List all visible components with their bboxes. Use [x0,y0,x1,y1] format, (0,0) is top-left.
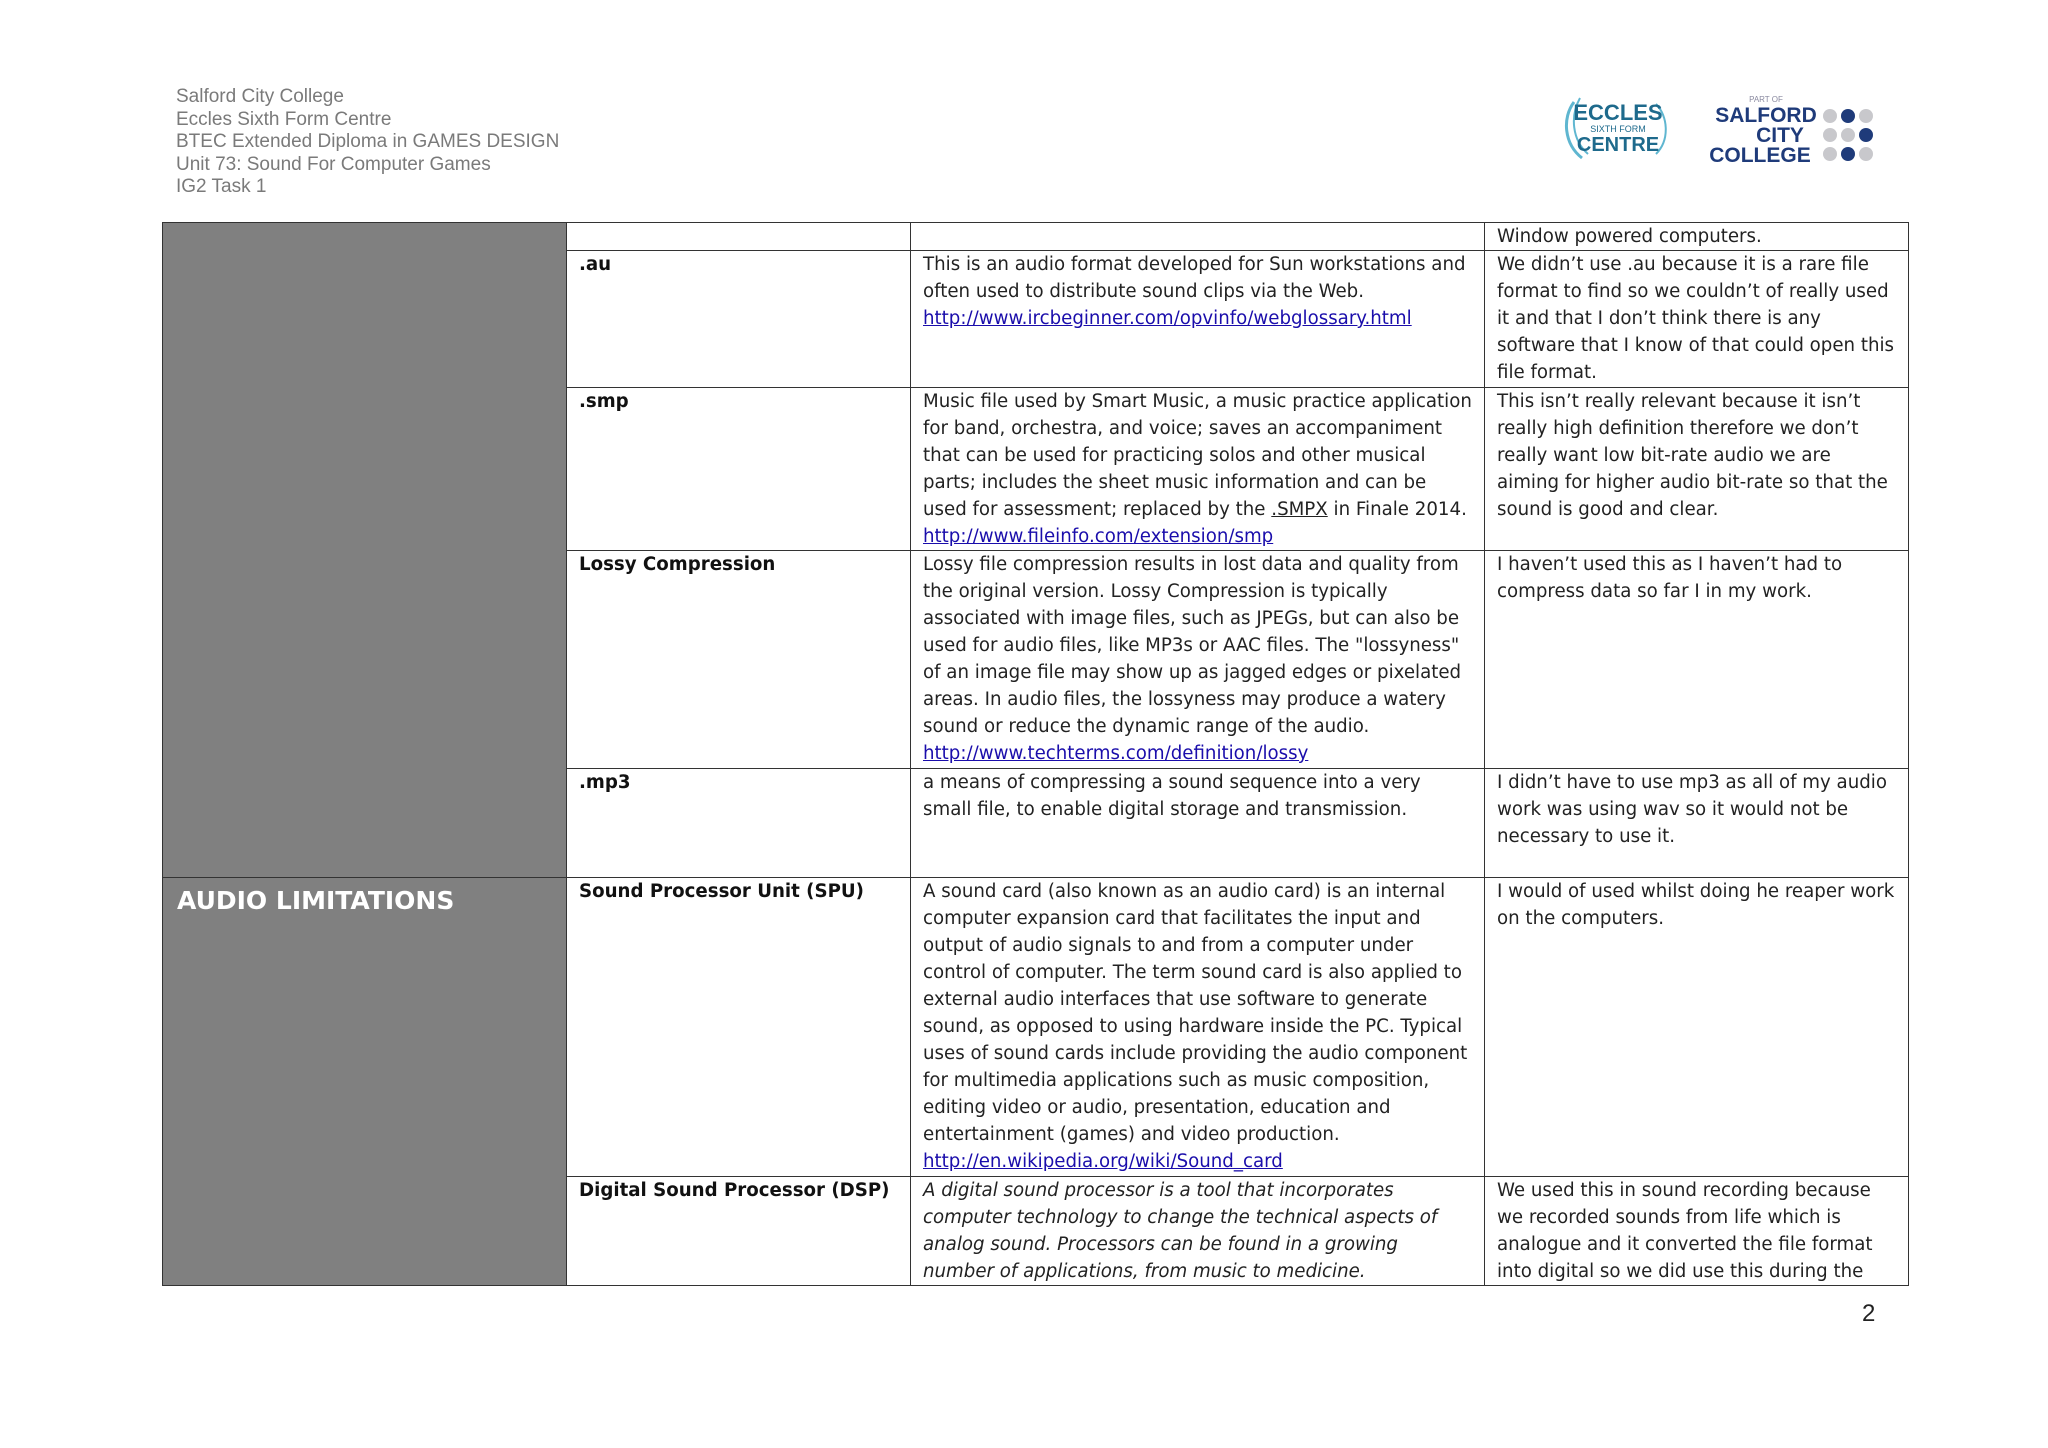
table-row [163,878,1909,1177]
table-row [163,223,1909,251]
salford-logo-dots [1823,109,1873,161]
description-cell [911,388,1485,551]
smpx-reference: .SMPX [1271,499,1328,520]
term-cell [567,223,911,251]
salford-logo-line2: CITY [1756,124,1804,147]
comment-cell: Window powered computers. [1485,223,1909,251]
term-cell: Digital Sound Processor (DSP) [567,1177,911,1286]
reference-link[interactable]: http://www.techterms.com/definition/lossy [923,743,1309,764]
term-cell: .au [567,251,911,388]
description-cell [911,223,1485,251]
header-task: IG2 Task 1 [176,176,267,197]
term-cell: .smp [567,388,911,551]
term-cell: .mp3 [567,769,911,878]
comment-cell: I didn’t have to use mp3 as all of my audio work was using wav so it would not be necessary to use it. [1485,769,1909,878]
description-text: Music file used by Smart Music, a music practice application for band, orchestra, and voice; saves an accompaniment that can be used for practicing solos and other musical parts; includes the sheet music information and can be used for assessment; replaced by the [923,391,1472,520]
reference-link[interactable]: http://en.wikipedia.org/wiki/Sound_card [923,1151,1283,1172]
salford-logo-line1: SALFORD [1715,104,1817,127]
reference-link[interactable]: http://www.ircbeginner.com/opvinfo/webglossary.html [923,308,1412,329]
header-college: Salford City College [176,86,344,107]
logos [1560,88,1880,178]
eccles-logo-line1: ECCLES [1573,100,1663,125]
comment-cell: We didn’t use .au because it is a rare file format to find so we couldn’t of really used it and that I don’t think there is any software that I know of that could open this file format. [1485,251,1909,388]
description-cell: A digital sound processor is a tool that incorporates computer technology to change the technical aspects of analog sound. Processors can be found in a growing number of applications, from music to medicine. [911,1177,1485,1286]
reference-link[interactable]: http://www.fileinfo.com/extension/smp [923,526,1274,547]
description-text: Lossy file compression results in lost data and quality from the original version. Lossy Compression is typically associated with image files, such as JPEGs, but can also be used for audio files, like MP3s or AAC files. The "lossyness" of an image file may show up as jagged edges or pixelated areas. In audio files, the lossyness may produce a watery sound or reduce the dynamic range of the audio. [923,554,1462,737]
header-centre: Eccles Sixth Form Centre [176,108,392,130]
salford-logo-line3: COLLEGE [1709,144,1811,167]
description-text: A sound card (also known as an audio card) is an internal computer expansion card that facilitates the input and output of audio signals to and from a computer under control of computer. The term sound card is also applied to external audio interfaces that use software to generate sound, as opposed to using hardware inside the PC. Typical uses of sound cards include providing the audio component for multimedia applications such as music composition, editing video or audio, presentation, education and entertainment (games) and video production. [923,881,1468,1145]
description-text: This is an audio format developed for Sun workstations and often used to distribute sound clips via the Web. [923,254,1466,302]
eccles-centre-logo [1560,88,1680,168]
comment-cell: This isn’t really relevant because it isn’t really high definition therefore we don’t really want low bit-rate audio we are aiming for higher audio bit-rate so that the sound is good and clear. [1485,388,1909,551]
header-unit: Unit 73: Sound For Computer Games [176,153,491,175]
eccles-logo-line2: SIXTH FORM [1590,124,1646,134]
comment-cell: I haven’t used this as I haven’t had to compress data so far I in my work. [1485,551,1909,769]
header-course: BTEC Extended Diploma in GAMES DESIGN [176,131,560,152]
section-heading-audio-limitations: AUDIO LIMITATIONS [163,878,567,1286]
eccles-logo-line3: CENTRE [1576,134,1660,156]
description-cell [911,878,1485,1177]
description-cell [911,551,1485,769]
page-number: 2 [1862,1300,1876,1327]
salford-logo-tag: PART OF [1749,95,1783,104]
description-cell [911,251,1485,388]
salford-city-college-logo [1708,92,1878,172]
section-cell-empty [163,223,567,878]
document-header [176,86,559,199]
description-text-end: in Finale 2014. [1333,499,1467,520]
comment-cell: I would of used whilst doing he reaper work on the computers. [1485,878,1909,1177]
description-cell: a means of compressing a sound sequence into a very small file, to enable digital storage and transmission. [911,769,1485,878]
glossary-table [162,222,1909,1286]
term-cell: Lossy Compression [567,551,911,769]
comment-cell: We used this in sound recording because we recorded sounds from life which is analogue and it converted the file format into digital so we did use this during the [1485,1177,1909,1286]
term-cell: Sound Processor Unit (SPU) [567,878,911,1177]
